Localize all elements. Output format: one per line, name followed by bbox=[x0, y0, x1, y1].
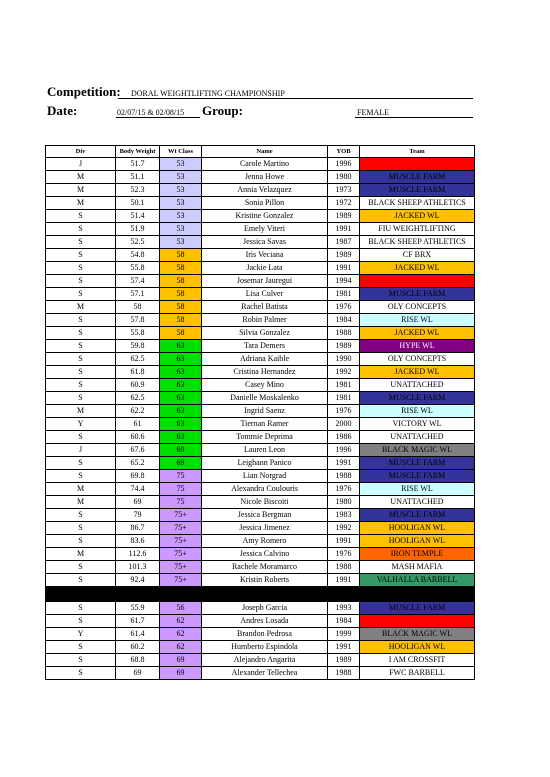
cell-team: HOOLIGAN WL bbox=[360, 641, 475, 654]
separator-row bbox=[46, 587, 475, 602]
cell-team: MUSCLE FARM bbox=[360, 171, 475, 184]
cell-name: Robin Palmer bbox=[202, 314, 328, 327]
cell-wt-class: 63 bbox=[160, 366, 202, 379]
cell-div: Y bbox=[46, 628, 116, 641]
cell-body-weight: 62.5 bbox=[116, 353, 160, 366]
col-header-body-weight: Body Weight bbox=[116, 146, 160, 158]
cell-div: S bbox=[46, 667, 116, 680]
cell-yob: 1980 bbox=[328, 496, 360, 509]
cell-body-weight: 51.1 bbox=[116, 171, 160, 184]
table-row bbox=[46, 340, 475, 353]
separator-cell bbox=[46, 587, 475, 602]
cell-name: Sonia Pillon bbox=[202, 197, 328, 210]
cell-team: VALHALLA BARBELL bbox=[360, 574, 475, 587]
cell-yob: 1981 bbox=[328, 379, 360, 392]
cell-div: S bbox=[46, 210, 116, 223]
cell-div: J bbox=[46, 158, 116, 171]
cell-wt-class: 62 bbox=[160, 615, 202, 628]
cell-yob: 1972 bbox=[328, 197, 360, 210]
cell-body-weight: 52.3 bbox=[116, 184, 160, 197]
cell-name: Carole Martino bbox=[202, 158, 328, 171]
cell-name: Amy Romero bbox=[202, 535, 328, 548]
table-row bbox=[46, 327, 475, 340]
cell-wt-class: 75+ bbox=[160, 548, 202, 561]
table-row bbox=[46, 470, 475, 483]
cell-name: Jessica Calvino bbox=[202, 548, 328, 561]
table-row bbox=[46, 561, 475, 574]
cell-team: BLACK SHEEP ATHLETICS bbox=[360, 197, 475, 210]
male-rows bbox=[46, 602, 475, 680]
table-row bbox=[46, 288, 475, 301]
group-underline bbox=[355, 117, 473, 118]
cell-yob: 1988 bbox=[328, 470, 360, 483]
cell-team: FIU WEIGHTLIFTING bbox=[360, 223, 475, 236]
cell-yob: 1989 bbox=[328, 210, 360, 223]
table-row bbox=[46, 667, 475, 680]
cell-name: Kristin Roberts bbox=[202, 574, 328, 587]
cell-wt-class: 62 bbox=[160, 628, 202, 641]
cell-body-weight: 59.8 bbox=[116, 340, 160, 353]
cell-name: Lisa Culver bbox=[202, 288, 328, 301]
cell-name: Jenna Howe bbox=[202, 171, 328, 184]
cell-team: MUSCLE FARM bbox=[360, 288, 475, 301]
cell-wt-class: 75+ bbox=[160, 522, 202, 535]
cell-div: J bbox=[46, 444, 116, 457]
cell-wt-class: 69 bbox=[160, 457, 202, 470]
cell-yob: 1987 bbox=[328, 236, 360, 249]
table-row bbox=[46, 496, 475, 509]
col-header-name: Name bbox=[202, 146, 328, 158]
cell-body-weight: 74.4 bbox=[116, 483, 160, 496]
cell-wt-class: 63 bbox=[160, 379, 202, 392]
cell-yob: 1996 bbox=[328, 444, 360, 457]
cell-body-weight: 86.7 bbox=[116, 522, 160, 535]
cell-team: MUSCLE FARM bbox=[360, 184, 475, 197]
cell-body-weight: 83.6 bbox=[116, 535, 160, 548]
cell-yob: 1999 bbox=[328, 628, 360, 641]
cell-yob: 1984 bbox=[328, 615, 360, 628]
cell-wt-class: 63 bbox=[160, 405, 202, 418]
cell-body-weight: 57.1 bbox=[116, 288, 160, 301]
table-row bbox=[46, 392, 475, 405]
cell-yob: 1981 bbox=[328, 392, 360, 405]
cell-wt-class: 69 bbox=[160, 654, 202, 667]
cell-name: Kristine Gonzalez bbox=[202, 210, 328, 223]
cell-name: Annia Velazquez bbox=[202, 184, 328, 197]
cell-div: S bbox=[46, 535, 116, 548]
cell-wt-class: 63 bbox=[160, 418, 202, 431]
cell-yob: 1980 bbox=[328, 171, 360, 184]
cell-name: Emely Viteri bbox=[202, 223, 328, 236]
cell-div: S bbox=[46, 314, 116, 327]
cell-name: Leighann Panico bbox=[202, 457, 328, 470]
cell-body-weight: 55.9 bbox=[116, 602, 160, 615]
cell-body-weight: 50.1 bbox=[116, 197, 160, 210]
cell-yob: 1988 bbox=[328, 561, 360, 574]
table-row bbox=[46, 615, 475, 628]
cell-body-weight: 68.8 bbox=[116, 654, 160, 667]
cell-yob: 1988 bbox=[328, 667, 360, 680]
cell-div: S bbox=[46, 654, 116, 667]
cell-wt-class: 75+ bbox=[160, 574, 202, 587]
table-row bbox=[46, 535, 475, 548]
cell-body-weight: 79 bbox=[116, 509, 160, 522]
cell-div: M bbox=[46, 301, 116, 314]
cell-yob: 1991 bbox=[328, 457, 360, 470]
table-row bbox=[46, 405, 475, 418]
cell-yob: 1991 bbox=[328, 535, 360, 548]
cell-team: JACKED WL bbox=[360, 262, 475, 275]
cell-wt-class: 75+ bbox=[160, 535, 202, 548]
cell-div: S bbox=[46, 262, 116, 275]
cell-name: Alexander Tellechea bbox=[202, 667, 328, 680]
cell-name: Brandon Pedrosa bbox=[202, 628, 328, 641]
cell-div: S bbox=[46, 431, 116, 444]
cell-team: TEAM DORAL bbox=[360, 615, 475, 628]
cell-div: S bbox=[46, 602, 116, 615]
table-row bbox=[46, 628, 475, 641]
cell-wt-class: 63 bbox=[160, 392, 202, 405]
cell-name: Ingrid Saenz bbox=[202, 405, 328, 418]
cell-div: S bbox=[46, 470, 116, 483]
cell-div: S bbox=[46, 340, 116, 353]
cell-team: BLACK SHEEP ATHLETICS bbox=[360, 236, 475, 249]
cell-body-weight: 61.8 bbox=[116, 366, 160, 379]
cell-team: MUSCLE FARM bbox=[360, 602, 475, 615]
cell-wt-class: 58 bbox=[160, 314, 202, 327]
cell-div: S bbox=[46, 392, 116, 405]
cell-name: Danielle Moskalenko bbox=[202, 392, 328, 405]
cell-wt-class: 75+ bbox=[160, 561, 202, 574]
cell-div: S bbox=[46, 223, 116, 236]
cell-body-weight: 51.9 bbox=[116, 223, 160, 236]
cell-team: BLACK MAGIC WL bbox=[360, 628, 475, 641]
cell-name: Adriana Kaible bbox=[202, 353, 328, 366]
cell-name: Jessica Jimenez bbox=[202, 522, 328, 535]
cell-wt-class: 62 bbox=[160, 641, 202, 654]
cell-body-weight: 61.4 bbox=[116, 628, 160, 641]
cell-name: Lian Norgrad bbox=[202, 470, 328, 483]
cell-yob: 1991 bbox=[328, 223, 360, 236]
table-row bbox=[46, 197, 475, 210]
cell-body-weight: 69.8 bbox=[116, 470, 160, 483]
cell-team: HOOLIGAN WL bbox=[360, 535, 475, 548]
cell-team: RISE WL bbox=[360, 483, 475, 496]
cell-div: S bbox=[46, 457, 116, 470]
cell-wt-class: 56 bbox=[160, 602, 202, 615]
table-row bbox=[46, 158, 475, 171]
table-row bbox=[46, 379, 475, 392]
cell-body-weight: 51.4 bbox=[116, 210, 160, 223]
cell-team: TEAM DORAL bbox=[360, 158, 475, 171]
cell-div: M bbox=[46, 483, 116, 496]
cell-team: HYPE WL bbox=[360, 340, 475, 353]
cell-body-weight: 57.8 bbox=[116, 314, 160, 327]
cell-name: Iris Veciana bbox=[202, 249, 328, 262]
cell-body-weight: 60.2 bbox=[116, 641, 160, 654]
table-row bbox=[46, 602, 475, 615]
cell-team: TEAM DORAL bbox=[360, 275, 475, 288]
cell-name: Tommie Deprima bbox=[202, 431, 328, 444]
cell-wt-class: 53 bbox=[160, 236, 202, 249]
group-value: FEMALE bbox=[357, 108, 389, 117]
table-row bbox=[46, 184, 475, 197]
cell-name: Alexandra Coulouris bbox=[202, 483, 328, 496]
cell-name: Rachele Moramarco bbox=[202, 561, 328, 574]
cell-yob: 1996 bbox=[328, 158, 360, 171]
cell-body-weight: 67.6 bbox=[116, 444, 160, 457]
cell-div: S bbox=[46, 327, 116, 340]
cell-yob: 1981 bbox=[328, 288, 360, 301]
cell-name: Humberto Espindola bbox=[202, 641, 328, 654]
cell-team: RISE WL bbox=[360, 405, 475, 418]
cell-div: S bbox=[46, 574, 116, 587]
cell-name: Silvia Gonzalez bbox=[202, 327, 328, 340]
table-row bbox=[46, 275, 475, 288]
cell-div: S bbox=[46, 615, 116, 628]
cell-wt-class: 58 bbox=[160, 262, 202, 275]
cell-body-weight: 69 bbox=[116, 667, 160, 680]
cell-yob: 1976 bbox=[328, 483, 360, 496]
cell-wt-class: 53 bbox=[160, 158, 202, 171]
cell-div: S bbox=[46, 249, 116, 262]
table-row bbox=[46, 236, 475, 249]
table-row bbox=[46, 548, 475, 561]
cell-team: OLY CONCEPTS bbox=[360, 301, 475, 314]
cell-wt-class: 75 bbox=[160, 496, 202, 509]
cell-team: BLACK MAGIC WL bbox=[360, 444, 475, 457]
cell-team: OLY CONCEPTS bbox=[360, 353, 475, 366]
cell-body-weight: 69 bbox=[116, 496, 160, 509]
table-row bbox=[46, 574, 475, 587]
cell-body-weight: 55.8 bbox=[116, 262, 160, 275]
date-label: Date: bbox=[47, 103, 78, 118]
cell-wt-class: 53 bbox=[160, 223, 202, 236]
cell-team: UNATTACHED bbox=[360, 379, 475, 392]
cell-team: VICTORY WL bbox=[360, 418, 475, 431]
cell-yob: 1994 bbox=[328, 275, 360, 288]
separator-group bbox=[46, 587, 475, 602]
col-header-team: Team bbox=[360, 146, 475, 158]
cell-div: S bbox=[46, 366, 116, 379]
cell-body-weight: 101.3 bbox=[116, 561, 160, 574]
cell-yob: 1993 bbox=[328, 602, 360, 615]
cell-wt-class: 63 bbox=[160, 340, 202, 353]
cell-body-weight: 61.7 bbox=[116, 615, 160, 628]
cell-name: Nicole Biscoiti bbox=[202, 496, 328, 509]
cell-div: S bbox=[46, 236, 116, 249]
cell-yob: 1973 bbox=[328, 184, 360, 197]
cell-wt-class: 69 bbox=[160, 667, 202, 680]
cell-div: M bbox=[46, 496, 116, 509]
group-label: Group: bbox=[202, 103, 243, 118]
cell-name: Joseph Garcia bbox=[202, 602, 328, 615]
table-row bbox=[46, 301, 475, 314]
competition-name: DORAL WEIGHTLIFTING CHAMPIONSHIP bbox=[131, 89, 285, 98]
cell-body-weight: 62.2 bbox=[116, 405, 160, 418]
cell-wt-class: 63 bbox=[160, 431, 202, 444]
cell-team: MUSCLE FARM bbox=[360, 392, 475, 405]
cell-div: S bbox=[46, 641, 116, 654]
cell-body-weight: 55.8 bbox=[116, 327, 160, 340]
cell-yob: 1984 bbox=[328, 314, 360, 327]
table-row bbox=[46, 418, 475, 431]
cell-body-weight: 57.4 bbox=[116, 275, 160, 288]
female-rows bbox=[46, 158, 475, 587]
cell-team: MUSCLE FARM bbox=[360, 457, 475, 470]
cell-team: I AM CROSSFIT bbox=[360, 654, 475, 667]
cell-name: Jessica Bergman bbox=[202, 509, 328, 522]
cell-body-weight: 65.2 bbox=[116, 457, 160, 470]
cell-name: Tara Demers bbox=[202, 340, 328, 353]
cell-div: M bbox=[46, 548, 116, 561]
table-row bbox=[46, 210, 475, 223]
table-row bbox=[46, 654, 475, 667]
cell-name: Andres Losada bbox=[202, 615, 328, 628]
cell-yob: 1991 bbox=[328, 574, 360, 587]
cell-wt-class: 58 bbox=[160, 249, 202, 262]
cell-yob: 1990 bbox=[328, 353, 360, 366]
cell-body-weight: 60.6 bbox=[116, 431, 160, 444]
cell-team: JACKED WL bbox=[360, 366, 475, 379]
table-row bbox=[46, 457, 475, 470]
cell-div: S bbox=[46, 288, 116, 301]
cell-yob: 1976 bbox=[328, 301, 360, 314]
cell-wt-class: 58 bbox=[160, 327, 202, 340]
cell-team: RISE WL bbox=[360, 314, 475, 327]
cell-name: Jackie Lata bbox=[202, 262, 328, 275]
cell-div: S bbox=[46, 522, 116, 535]
date-value: 02/07/15 & 02/08/15 bbox=[117, 108, 185, 117]
cell-name: Lauren Leon bbox=[202, 444, 328, 457]
competition-label: Competition: bbox=[47, 84, 121, 99]
cell-yob: 1986 bbox=[328, 431, 360, 444]
cell-body-weight: 52.5 bbox=[116, 236, 160, 249]
cell-body-weight: 92.4 bbox=[116, 574, 160, 587]
cell-yob: 1992 bbox=[328, 366, 360, 379]
table-row bbox=[46, 353, 475, 366]
cell-yob: 1991 bbox=[328, 262, 360, 275]
table-row bbox=[46, 444, 475, 457]
cell-yob: 1991 bbox=[328, 641, 360, 654]
cell-div: Y bbox=[46, 418, 116, 431]
table-row bbox=[46, 431, 475, 444]
cell-div: S bbox=[46, 509, 116, 522]
roster-table bbox=[45, 145, 475, 680]
cell-wt-class: 53 bbox=[160, 171, 202, 184]
cell-name: Josemar Jauregui bbox=[202, 275, 328, 288]
cell-body-weight: 58 bbox=[116, 301, 160, 314]
cell-name: Tiernan Ramer bbox=[202, 418, 328, 431]
table-header-row bbox=[46, 146, 475, 158]
cell-name: Rachel Batista bbox=[202, 301, 328, 314]
cell-team: MUSCLE FARM bbox=[360, 470, 475, 483]
cell-wt-class: 53 bbox=[160, 197, 202, 210]
cell-yob: 1989 bbox=[328, 340, 360, 353]
cell-team: JACKED WL bbox=[360, 210, 475, 223]
table-row bbox=[46, 249, 475, 262]
cell-team: FWC BARBELL bbox=[360, 667, 475, 680]
cell-div: M bbox=[46, 184, 116, 197]
date-underline bbox=[116, 117, 200, 118]
cell-div: M bbox=[46, 405, 116, 418]
cell-name: Jessica Savas bbox=[202, 236, 328, 249]
cell-team: MASH MAFIA bbox=[360, 561, 475, 574]
cell-div: M bbox=[46, 171, 116, 184]
cell-team: UNATTACHED bbox=[360, 496, 475, 509]
cell-wt-class: 58 bbox=[160, 301, 202, 314]
table-row bbox=[46, 522, 475, 535]
cell-team: MUSCLE FARM bbox=[360, 509, 475, 522]
cell-yob: 2000 bbox=[328, 418, 360, 431]
cell-wt-class: 75 bbox=[160, 483, 202, 496]
cell-body-weight: 54.8 bbox=[116, 249, 160, 262]
cell-wt-class: 63 bbox=[160, 353, 202, 366]
cell-body-weight: 61 bbox=[116, 418, 160, 431]
cell-body-weight: 112.6 bbox=[116, 548, 160, 561]
cell-team: JACKED WL bbox=[360, 327, 475, 340]
cell-team: CF BRX bbox=[360, 249, 475, 262]
cell-div: S bbox=[46, 353, 116, 366]
table-row bbox=[46, 262, 475, 275]
cell-wt-class: 75+ bbox=[160, 509, 202, 522]
table-row bbox=[46, 641, 475, 654]
cell-wt-class: 58 bbox=[160, 288, 202, 301]
table-row bbox=[46, 483, 475, 496]
cell-div: S bbox=[46, 561, 116, 574]
cell-team: HOOLIGAN WL bbox=[360, 522, 475, 535]
cell-team: UNATTACHED bbox=[360, 431, 475, 444]
table-row bbox=[46, 509, 475, 522]
cell-yob: 1983 bbox=[328, 509, 360, 522]
cell-team: IRON TEMPLE bbox=[360, 548, 475, 561]
table-row bbox=[46, 223, 475, 236]
cell-yob: 1989 bbox=[328, 249, 360, 262]
cell-wt-class: 75 bbox=[160, 470, 202, 483]
cell-wt-class: 53 bbox=[160, 210, 202, 223]
cell-yob: 1976 bbox=[328, 405, 360, 418]
cell-body-weight: 62.5 bbox=[116, 392, 160, 405]
table-row bbox=[46, 366, 475, 379]
cell-div: S bbox=[46, 379, 116, 392]
table-row bbox=[46, 314, 475, 327]
cell-yob: 1989 bbox=[328, 654, 360, 667]
competition-underline bbox=[118, 98, 473, 99]
cell-wt-class: 58 bbox=[160, 275, 202, 288]
table-row bbox=[46, 171, 475, 184]
col-header-yob: YOB bbox=[328, 146, 360, 158]
cell-yob: 1976 bbox=[328, 548, 360, 561]
cell-name: Alejandro Angarita bbox=[202, 654, 328, 667]
cell-name: Casey Mino bbox=[202, 379, 328, 392]
cell-wt-class: 69 bbox=[160, 444, 202, 457]
cell-div: S bbox=[46, 275, 116, 288]
cell-name: Cristina Hernandez bbox=[202, 366, 328, 379]
cell-yob: 1988 bbox=[328, 327, 360, 340]
cell-div: M bbox=[46, 197, 116, 210]
cell-wt-class: 53 bbox=[160, 184, 202, 197]
cell-yob: 1992 bbox=[328, 522, 360, 535]
col-header-div: Div bbox=[46, 146, 116, 158]
cell-body-weight: 51.7 bbox=[116, 158, 160, 171]
cell-body-weight: 60.9 bbox=[116, 379, 160, 392]
col-header-wt-class: Wt Class bbox=[160, 146, 202, 158]
